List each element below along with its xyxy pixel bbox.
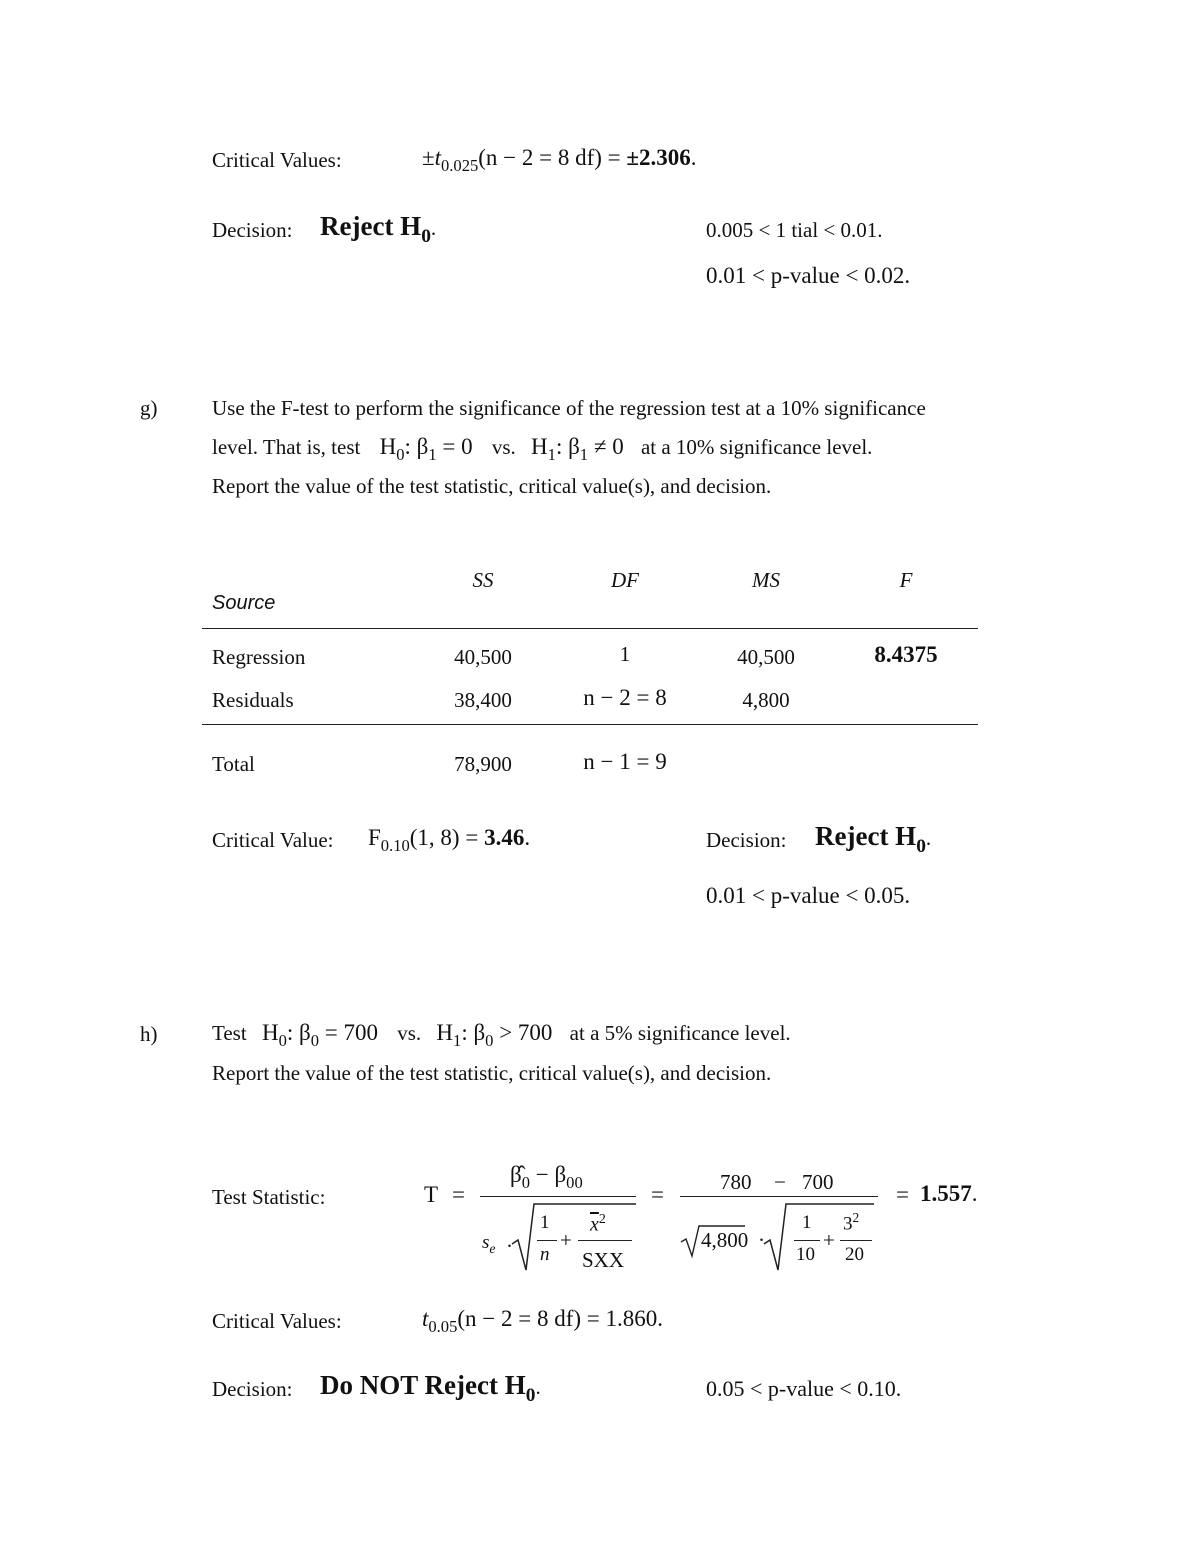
text: level. That is, test — [212, 435, 361, 459]
eq: = 0 — [436, 434, 473, 459]
row-residuals-source: Residuals — [212, 688, 294, 712]
pvalue-note: 0.05 < p-value < 0.10. — [706, 1376, 902, 1401]
fraction-bar-x-sxx — [578, 1240, 632, 1241]
decision-subscript: 0 — [421, 225, 431, 247]
h-symbol: H — [531, 434, 548, 459]
test-statistic-value — [920, 1181, 978, 1207]
row-regression-ss: 40,500 — [454, 645, 512, 669]
h-symbol: H — [261, 1020, 279, 1045]
one: 1 — [540, 1212, 550, 1233]
one: 1 — [802, 1212, 812, 1233]
dot: · — [758, 1228, 765, 1252]
t-symbol: t — [422, 1306, 429, 1331]
dot: · — [506, 1234, 513, 1258]
table-bottom-rule — [202, 724, 978, 725]
s: s — [482, 1232, 490, 1253]
se-symbol — [482, 1232, 495, 1257]
result: 1.557 — [920, 1181, 972, 1206]
plus: + — [823, 1228, 835, 1252]
period: . — [430, 216, 437, 240]
period: . — [690, 145, 697, 170]
h0-hypothesis — [379, 434, 473, 464]
t-symbol: T — [424, 1182, 439, 1207]
period: . — [535, 1375, 541, 1399]
test-statistic-label: Test Statistic: — [212, 1185, 326, 1209]
question-label-g: g) — [140, 396, 158, 420]
t-subscript: 0.05 — [428, 1316, 458, 1336]
f-subscript: 0.10 — [380, 835, 410, 855]
critical-values-label: Critical Values: — [212, 1309, 342, 1333]
num-700: 700 — [802, 1170, 834, 1194]
critical-values-formula — [422, 1306, 663, 1337]
f-args: (1, 8) = — [409, 825, 479, 850]
critical-values-formula — [422, 145, 697, 176]
equals-sign: = — [452, 1182, 465, 1207]
pvalue-note: 0.01 < p-value < 0.05. — [706, 883, 911, 908]
question-h-line2: Report the value of the test statistic, critical value(s), and decision. — [212, 1061, 772, 1085]
critical-value-formula — [368, 825, 530, 856]
decision-do-not-reject: Do NOT Reject H — [320, 1370, 526, 1400]
critical-value: ±2.306 — [626, 145, 691, 170]
critical-value: 3.46 — [484, 825, 525, 850]
f-symbol: F — [368, 825, 381, 850]
text: Test — [212, 1021, 247, 1045]
h-sub: 1 — [547, 444, 556, 464]
beta: : β — [404, 434, 429, 459]
decision-label: Decision: — [212, 1377, 293, 1401]
beta-sub: 1 — [428, 444, 437, 464]
t-args: (n − 2 = 8 df) = 1.860. — [457, 1306, 664, 1331]
row-total-df: n − 1 = 9 — [583, 749, 667, 774]
sq: 2 — [598, 1212, 606, 1227]
row-regression-source: Regression — [212, 645, 306, 669]
x: $\overline{x}$ — [590, 1213, 599, 1236]
h-symbol: H — [379, 434, 397, 459]
decision-subscript: 0 — [525, 1384, 536, 1406]
fraction-bar-1n — [537, 1240, 557, 1241]
minus-beta: − β — [529, 1162, 567, 1187]
decision-text — [320, 211, 436, 248]
table-header-ms: MS — [752, 568, 780, 592]
formula-numerator — [510, 1162, 583, 1193]
pvalue-note-tail: 0.005 < 1 tial < 0.01. — [706, 218, 883, 242]
row-regression-ms: 40,500 — [737, 645, 795, 669]
three-squared — [843, 1210, 859, 1235]
vs-text: vs. — [491, 435, 516, 459]
critical-values-label: Critical Values: — [212, 148, 342, 172]
question-g-line2 — [212, 434, 872, 465]
t-symbol: t — [434, 145, 442, 170]
table-top-rule — [202, 628, 978, 629]
h0-hypothesis — [261, 1020, 378, 1050]
equals-sign-2: = — [651, 1182, 664, 1207]
text: at a 5% significance level. — [569, 1021, 791, 1045]
row-total-source: Total — [212, 752, 255, 776]
fraction-bar-9-20 — [840, 1240, 872, 1241]
plus: + — [560, 1228, 572, 1252]
ten: 10 — [796, 1244, 815, 1265]
critical-value-label: Critical Value: — [212, 828, 334, 852]
beta-sub: 0 — [310, 1030, 319, 1050]
e-sub: e — [489, 1240, 496, 1256]
decision-label: Decision: — [212, 218, 293, 242]
beta-sub: 1 — [579, 444, 589, 464]
plus-minus: ± — [422, 145, 435, 170]
beta: : β — [555, 434, 580, 459]
decision-label: Decision: — [706, 828, 787, 852]
sub0: 0 — [521, 1172, 530, 1192]
text: at a 10% significance level. — [640, 435, 873, 459]
table-header-df: DF — [611, 568, 639, 592]
period: . — [524, 825, 531, 850]
h1-hypothesis — [436, 1020, 553, 1050]
row-residuals-ss: 38,400 — [454, 688, 512, 712]
row-residuals-df: n − 2 = 8 — [583, 685, 667, 710]
row-residuals-ms: 4,800 — [742, 688, 790, 712]
h-symbol: H — [436, 1020, 454, 1045]
beta: : β — [286, 1020, 311, 1045]
h-sub: 1 — [453, 1030, 462, 1050]
n: n — [540, 1244, 550, 1265]
question-g-line3: Report the value of the test statistic, critical value(s), and decision. — [212, 474, 772, 498]
num-minus: − — [774, 1170, 786, 1194]
table-header-ss: SS — [472, 568, 494, 592]
three: 3 — [843, 1213, 853, 1235]
x-bar — [590, 1212, 606, 1237]
period: . — [925, 826, 932, 850]
question-h-line1 — [212, 1020, 791, 1051]
t-subscript: 0.025 — [441, 155, 479, 175]
table-header-source: Source — [212, 592, 276, 614]
row-regression-df: 1 — [619, 642, 631, 666]
gt: > 700 — [493, 1020, 553, 1045]
h-sub: 0 — [278, 1030, 287, 1050]
decision-reject: Reject H — [815, 821, 917, 851]
sub00: 00 — [566, 1172, 583, 1192]
row-total-ss: 78,900 — [454, 752, 512, 776]
pvalue-note: 0.01 < p-value < 0.02. — [706, 263, 911, 288]
decision-text — [815, 821, 931, 858]
t-args: (n − 2 = 8 df) = — [478, 145, 621, 170]
fraction-bar-1-10 — [794, 1240, 820, 1241]
fraction-bar-2 — [680, 1196, 878, 1197]
fraction-bar — [480, 1196, 636, 1197]
sxx: SXX — [582, 1248, 625, 1272]
beta-hat: β̂ — [510, 1162, 522, 1187]
h1-hypothesis — [531, 434, 624, 464]
question-label-h: h) — [140, 1022, 158, 1046]
decision-subscript: 0 — [916, 835, 926, 857]
sq: 2 — [852, 1210, 860, 1225]
radicand-4800: 4,800 — [701, 1228, 749, 1252]
vs-text: vs. — [397, 1021, 422, 1045]
num-780: 780 — [720, 1170, 752, 1194]
decision-reject: Reject H — [320, 211, 422, 241]
table-header-f: F — [899, 568, 913, 592]
h-sub: 0 — [396, 444, 405, 464]
row-regression-f: 8.4375 — [874, 642, 938, 667]
eq: = 700 — [318, 1020, 378, 1045]
period: . — [971, 1181, 978, 1206]
equals-sign-3: = — [896, 1182, 909, 1207]
decision-text — [320, 1370, 541, 1407]
neq: ≠ 0 — [588, 434, 624, 459]
beta-sub: 0 — [485, 1030, 494, 1050]
question-g-line1: Use the F-test to perform the significance of the regression test at a 10% significance — [212, 396, 926, 420]
twenty: 20 — [845, 1244, 864, 1265]
beta: : β — [461, 1020, 486, 1045]
